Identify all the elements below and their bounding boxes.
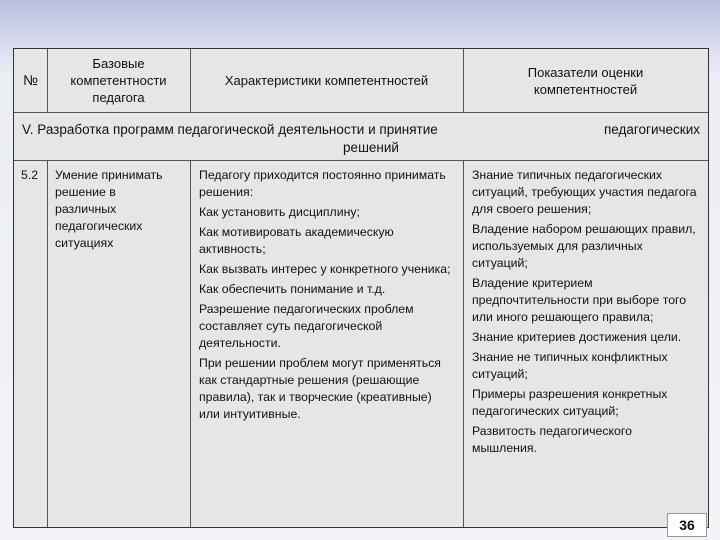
characteristics-list [190,160,463,426]
indicator-item: Развитость педагогического мышления. [472,424,632,455]
competency-table [13,48,709,528]
header-competencies: Базовые компетентности педагога [70,56,167,105]
characteristic-item: Педагогу приходится постоянно принимать решения: [199,168,446,199]
characteristic-item: Как установить дисциплину; [199,205,360,219]
characteristic-item: Как обеспечить понимание и т.д. [199,282,386,296]
characteristic-item: При решении проблем могут применяться как стандартные решения (решающие правила), так и творческие (креативные) или интуитивные. [199,356,441,421]
indicator-item: Примеры разрешения конкретных педагогических ситуаций; [472,387,668,418]
section-title-line2: решений [343,140,399,155]
section-title-tail: педагогических [604,122,700,137]
row-number: 5.2 [21,168,39,182]
characteristic-item: Как вызвать интерес у конкретного ученика; [199,262,451,276]
characteristic-item: Как мотивировать академическую активность; [199,225,394,256]
indicators-list [463,160,708,460]
row-competency: Умение принимать решение в различных педагогических ситуациях [55,168,163,250]
page-number: 36 [667,513,707,537]
indicator-item: Знание не типичных конфликтных ситуаций; [472,350,668,381]
section-title [14,112,708,160]
header-number: № [22,72,39,88]
indicator-item: Знание типичных педагогических ситуаций, требующих участия педагога для своего решения; [472,168,697,216]
section-title-main: V. Разработка программ педагогической деятельности и принятие [22,122,438,137]
header-indicators: Показатели оценки компетентностей [527,64,644,97]
header-characteristics: Характеристики компетентностей [224,73,429,88]
indicator-item: Владение критерием предпочтительности при выборе того или иного решающего правила; [472,276,687,324]
indicator-item: Владение набором решающих правил, используемых для различных ситуаций; [472,222,696,270]
indicator-item: Знание критериев достижения цели. [472,330,682,344]
characteristic-item: Разрешение педагогических проблем составляет суть педагогической деятельности. [199,302,414,350]
